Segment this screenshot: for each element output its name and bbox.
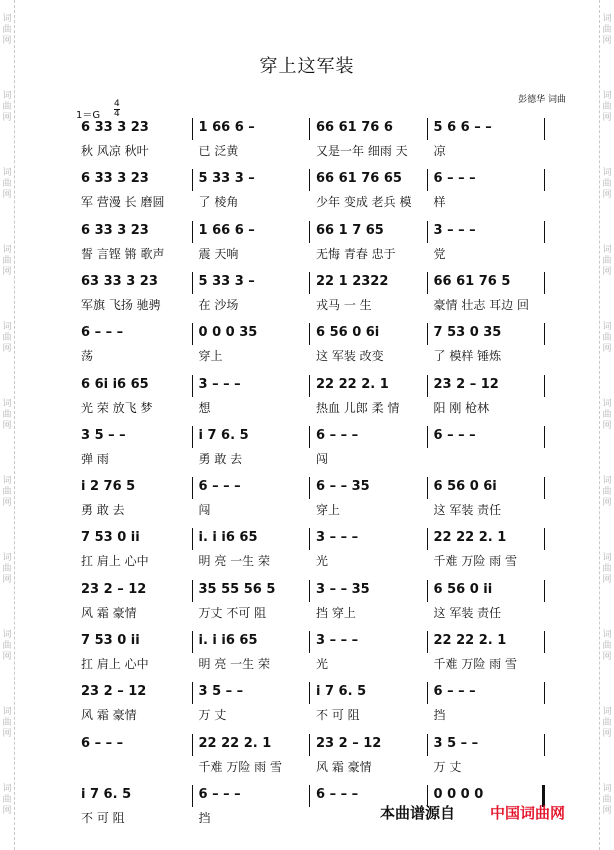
time-signature-top: 4 bbox=[114, 99, 120, 109]
score-row bbox=[75, 118, 545, 162]
lyrics-line bbox=[75, 142, 545, 158]
notation-line bbox=[75, 223, 545, 241]
measure-notes: 5 33 3 – bbox=[198, 171, 255, 187]
measure-notes: i 7 6. 5 bbox=[198, 427, 249, 443]
score-row bbox=[75, 426, 545, 470]
measure-lyrics: 光 荣 放飞 梦 bbox=[81, 400, 153, 415]
measure-notes: 23 2 – 12 bbox=[433, 376, 499, 392]
time-signature-bottom: 4 bbox=[114, 109, 120, 119]
measure-lyrics: 风 霜 豪情 bbox=[81, 605, 137, 620]
watermark-text: 词曲网 bbox=[2, 14, 12, 46]
measure-lyrics: 想 bbox=[198, 400, 211, 415]
measure-notes: 6 6i i6 65 bbox=[81, 376, 149, 392]
watermark-text: 词曲网 bbox=[602, 168, 612, 200]
measure-notes: 3 – – – bbox=[316, 530, 359, 546]
lyrics-line bbox=[75, 501, 545, 517]
footer-source-text: 本曲谱源自 bbox=[380, 804, 456, 822]
notation-line bbox=[75, 787, 545, 805]
notation-line bbox=[75, 120, 545, 138]
measure-notes: 23 2 – 12 bbox=[81, 581, 147, 597]
score-row bbox=[75, 169, 545, 213]
measure-notes: 7 53 0 35 bbox=[433, 325, 502, 341]
measure-lyrics: 了 棱角 bbox=[198, 195, 239, 210]
measure-lyrics: 扛 肩上 心中 bbox=[81, 657, 149, 671]
measure-lyrics: 扛 肩上 心中 bbox=[81, 554, 149, 569]
measure-lyrics: 已 泛黄 bbox=[198, 144, 239, 158]
watermark-text: 词曲网 bbox=[2, 707, 12, 739]
measure-notes: 6 56 0 ii bbox=[433, 581, 493, 597]
measure-lyrics: 万 丈 bbox=[198, 708, 227, 723]
notation-line bbox=[75, 684, 545, 702]
watermark-text: 词曲网 bbox=[2, 784, 12, 816]
measure-lyrics: 光 bbox=[316, 554, 329, 569]
measure-lyrics: 风 霜 豪情 bbox=[316, 759, 372, 774]
measure-lyrics bbox=[75, 758, 193, 774]
measure-lyrics: 了 模样 锤炼 bbox=[433, 349, 502, 364]
measure-notes: 66 61 76 65 bbox=[316, 171, 402, 187]
measure-notes: 66 1 7 65 bbox=[316, 222, 384, 238]
measure-notes: 3 – – – bbox=[433, 222, 476, 238]
measure-notes: 7 53 0 ii bbox=[81, 633, 140, 648]
notation-line bbox=[75, 428, 545, 446]
measure-notes: 6 – – 35 bbox=[316, 479, 370, 495]
measure-notes: 66 61 76 5 bbox=[433, 273, 511, 289]
measure-lyrics: 荡 bbox=[81, 349, 94, 364]
measure-notes: 6 – – – bbox=[198, 786, 241, 802]
measure-lyrics: 又是一年 细雨 天 bbox=[316, 144, 408, 158]
measure-notes: i. i i6 65 bbox=[198, 530, 258, 546]
score-row bbox=[75, 631, 545, 675]
measure-lyrics: 挡 bbox=[433, 708, 446, 723]
measure-notes: 3 5 – – bbox=[433, 735, 479, 751]
measure-lyrics: 千难 万险 雨 雪 bbox=[433, 554, 517, 569]
watermark-text: 词曲网 bbox=[602, 245, 612, 277]
measure-notes: 6 56 0 6i bbox=[433, 479, 497, 495]
watermark-text: 词曲网 bbox=[602, 322, 612, 354]
notation-line bbox=[75, 325, 545, 343]
notation-line bbox=[75, 530, 545, 548]
watermark-text: 词曲网 bbox=[602, 91, 612, 123]
measure-notes: 6 – – – bbox=[81, 735, 124, 751]
measure-lyrics: 豪情 壮志 耳边 回 bbox=[433, 297, 529, 312]
measure-lyrics: 军旗 飞扬 驰骋 bbox=[81, 297, 161, 312]
measure-notes: 5 6 6 – – bbox=[433, 120, 492, 135]
measure-lyrics: 阳 刚 枪林 bbox=[433, 400, 490, 415]
measure-notes: 0 0 0 35 bbox=[198, 325, 258, 341]
measure-lyrics: 千难 万险 雨 雪 bbox=[433, 657, 517, 671]
score-row bbox=[75, 580, 545, 624]
measure-lyrics: 这 军装 责任 bbox=[433, 503, 502, 518]
lyrics-line bbox=[75, 706, 545, 722]
measure-lyrics bbox=[428, 450, 546, 466]
measure-notes: 3 – – – bbox=[316, 633, 359, 648]
measure-lyrics: 不 可 阻 bbox=[316, 708, 360, 723]
measure-lyrics: 千难 万险 雨 雪 bbox=[198, 759, 282, 774]
measure-notes: 6 – – – bbox=[433, 427, 476, 443]
score-row bbox=[75, 272, 545, 316]
watermark-text: 词曲网 bbox=[602, 476, 612, 508]
measure-notes: 5 33 3 – bbox=[198, 273, 255, 289]
measure-notes: 22 22 2. 1 bbox=[433, 633, 507, 648]
lyrics-line bbox=[75, 245, 545, 261]
measure-notes: 3 – – – bbox=[198, 376, 241, 392]
measure-notes: 22 1 2322 bbox=[316, 273, 389, 289]
watermark-text: 词曲网 bbox=[2, 91, 12, 123]
measure-lyrics: 万 丈 bbox=[433, 759, 462, 774]
score-row bbox=[75, 734, 545, 778]
measure-notes: 22 22 2. 1 bbox=[198, 735, 272, 751]
measure-notes: 6 33 3 23 bbox=[81, 120, 149, 135]
measure-lyrics: 光 bbox=[316, 657, 329, 671]
lyrics-line bbox=[75, 296, 545, 312]
watermark-text: 词曲网 bbox=[2, 322, 12, 354]
measure-notes: 66 61 76 6 bbox=[316, 120, 393, 135]
measure-notes: i. i i6 65 bbox=[198, 633, 258, 648]
measure-lyrics: 党 bbox=[433, 246, 446, 261]
notation-line bbox=[75, 274, 545, 292]
watermark-text: 词曲网 bbox=[2, 245, 12, 277]
measure-lyrics: 弹 雨 bbox=[81, 451, 109, 466]
watermark-text: 词曲网 bbox=[2, 553, 12, 585]
measure-lyrics: 无悔 青春 忠于 bbox=[316, 246, 396, 261]
measure-notes: 3 5 – – bbox=[81, 427, 126, 443]
lyrics-line bbox=[75, 655, 545, 671]
measure-lyrics: 闯 bbox=[316, 451, 329, 466]
measure-notes: 6 – – – bbox=[316, 786, 359, 802]
measure-notes: 3 – – 35 bbox=[316, 581, 370, 597]
notation-line bbox=[75, 377, 545, 395]
measure-notes: 0 0 0 0 bbox=[433, 786, 484, 802]
measure-notes: 23 2 – 12 bbox=[81, 684, 147, 700]
watermark-text: 词曲网 bbox=[602, 630, 612, 662]
time-signature bbox=[114, 100, 120, 119]
measure-lyrics: 挡 穿上 bbox=[316, 605, 356, 620]
lyrics-line bbox=[75, 552, 545, 568]
score-row bbox=[75, 323, 545, 367]
notation-line bbox=[75, 582, 545, 600]
measure-lyrics: 热血 儿郎 柔 情 bbox=[316, 400, 400, 415]
measure-lyrics: 挡 bbox=[198, 810, 211, 825]
measure-notes: 23 2 – 12 bbox=[316, 735, 382, 751]
measure-notes: 6 33 3 23 bbox=[81, 171, 149, 187]
notation-line bbox=[75, 633, 545, 651]
measure-lyrics: 凉 bbox=[433, 144, 446, 158]
score-row bbox=[75, 221, 545, 265]
measure-lyrics: 万丈 不可 阻 bbox=[198, 605, 267, 620]
measure-lyrics: 军 营漫 长 磨圆 bbox=[81, 195, 165, 210]
score-row bbox=[75, 477, 545, 521]
watermark-text: 词曲网 bbox=[602, 553, 612, 585]
lyrics-line bbox=[75, 347, 545, 363]
measure-lyrics: 戎马 一 生 bbox=[316, 297, 372, 312]
measure-notes: 22 22 2. 1 bbox=[433, 530, 507, 546]
measure-notes: 6 – – – bbox=[81, 325, 124, 341]
measure-lyrics: 少年 变成 老兵 模 bbox=[316, 195, 412, 210]
watermark-text: 词曲网 bbox=[2, 399, 12, 431]
measure-lyrics: 不 可 阻 bbox=[81, 810, 125, 825]
measure-notes: i 7 6. 5 bbox=[316, 684, 367, 700]
lyrics-line bbox=[75, 193, 545, 209]
measure-notes: i 7 6. 5 bbox=[81, 786, 132, 802]
watermark-text: 词曲网 bbox=[602, 14, 612, 46]
watermark-text: 词曲网 bbox=[2, 168, 12, 200]
measure-lyrics: 在 沙场 bbox=[198, 297, 239, 312]
measure-notes: 6 56 0 6i bbox=[316, 325, 380, 341]
watermark-text: 词曲网 bbox=[2, 630, 12, 662]
measure-notes: 6 – – – bbox=[433, 171, 476, 187]
measure-lyrics: 这 军装 改变 bbox=[316, 349, 384, 364]
measure-lyrics: 震 天响 bbox=[198, 246, 239, 261]
measure-notes: 1 66 6 – bbox=[198, 222, 255, 238]
watermark-text: 词曲网 bbox=[2, 476, 12, 508]
notation-line bbox=[75, 479, 545, 497]
footer-site-name: 中国词曲网 bbox=[490, 804, 566, 822]
measure-notes: 6 – – – bbox=[198, 479, 241, 495]
score-row bbox=[75, 682, 545, 726]
measure-lyrics: 誓 言铿 锵 歌声 bbox=[81, 246, 165, 261]
measure-lyrics: 勇 敢 去 bbox=[81, 503, 125, 518]
lyrics-line bbox=[75, 758, 545, 774]
measure-notes: 6 – – – bbox=[316, 427, 359, 443]
measure-lyrics: 明 亮 一生 荣 bbox=[198, 657, 270, 671]
measure-lyrics: 风 霜 豪情 bbox=[81, 708, 137, 723]
lyrics-line bbox=[75, 604, 545, 620]
measure-notes: 6 33 3 23 bbox=[81, 222, 149, 238]
measure-notes: 63 33 3 23 bbox=[81, 273, 158, 289]
measure-lyrics: 闯 bbox=[198, 503, 211, 518]
song-title: 穿上这军装 bbox=[259, 56, 355, 77]
measure-lyrics: 样 bbox=[433, 195, 446, 210]
measure-notes: 3 5 – – bbox=[198, 684, 244, 700]
measure-notes: 1 66 6 – bbox=[198, 120, 255, 135]
measure-notes: 7 53 0 ii bbox=[81, 530, 140, 546]
lyrics-line bbox=[75, 450, 545, 466]
measure-lyrics: 秋 风凉 秋叶 bbox=[81, 144, 149, 158]
measure-lyrics: 穿上 bbox=[198, 349, 223, 364]
measure-notes: 6 – – – bbox=[433, 684, 476, 700]
measure-notes: 35 55 56 5 bbox=[198, 581, 276, 597]
lyrics-line bbox=[75, 809, 545, 825]
notation-line bbox=[75, 736, 545, 754]
measure-lyrics: 勇 敢 去 bbox=[198, 451, 243, 466]
watermark-text: 词曲网 bbox=[602, 399, 612, 431]
score-row bbox=[75, 785, 545, 829]
lyrics-line bbox=[75, 399, 545, 415]
measure-lyrics: 穿上 bbox=[316, 503, 341, 518]
measure-notes: i 2 76 5 bbox=[81, 479, 136, 495]
credits: 彭德华 词曲 bbox=[518, 95, 566, 105]
measure-notes: 22 22 2. 1 bbox=[316, 376, 389, 392]
watermark-text: 词曲网 bbox=[602, 784, 612, 816]
measure-lyrics: 这 军装 责任 bbox=[433, 605, 502, 620]
watermark-text: 词曲网 bbox=[602, 707, 612, 739]
measure-lyrics: 明 亮 一生 荣 bbox=[198, 554, 270, 569]
score-row bbox=[75, 528, 545, 572]
score-row bbox=[75, 375, 545, 419]
key-signature: 1＝G bbox=[76, 110, 101, 121]
notation-line bbox=[75, 171, 545, 189]
